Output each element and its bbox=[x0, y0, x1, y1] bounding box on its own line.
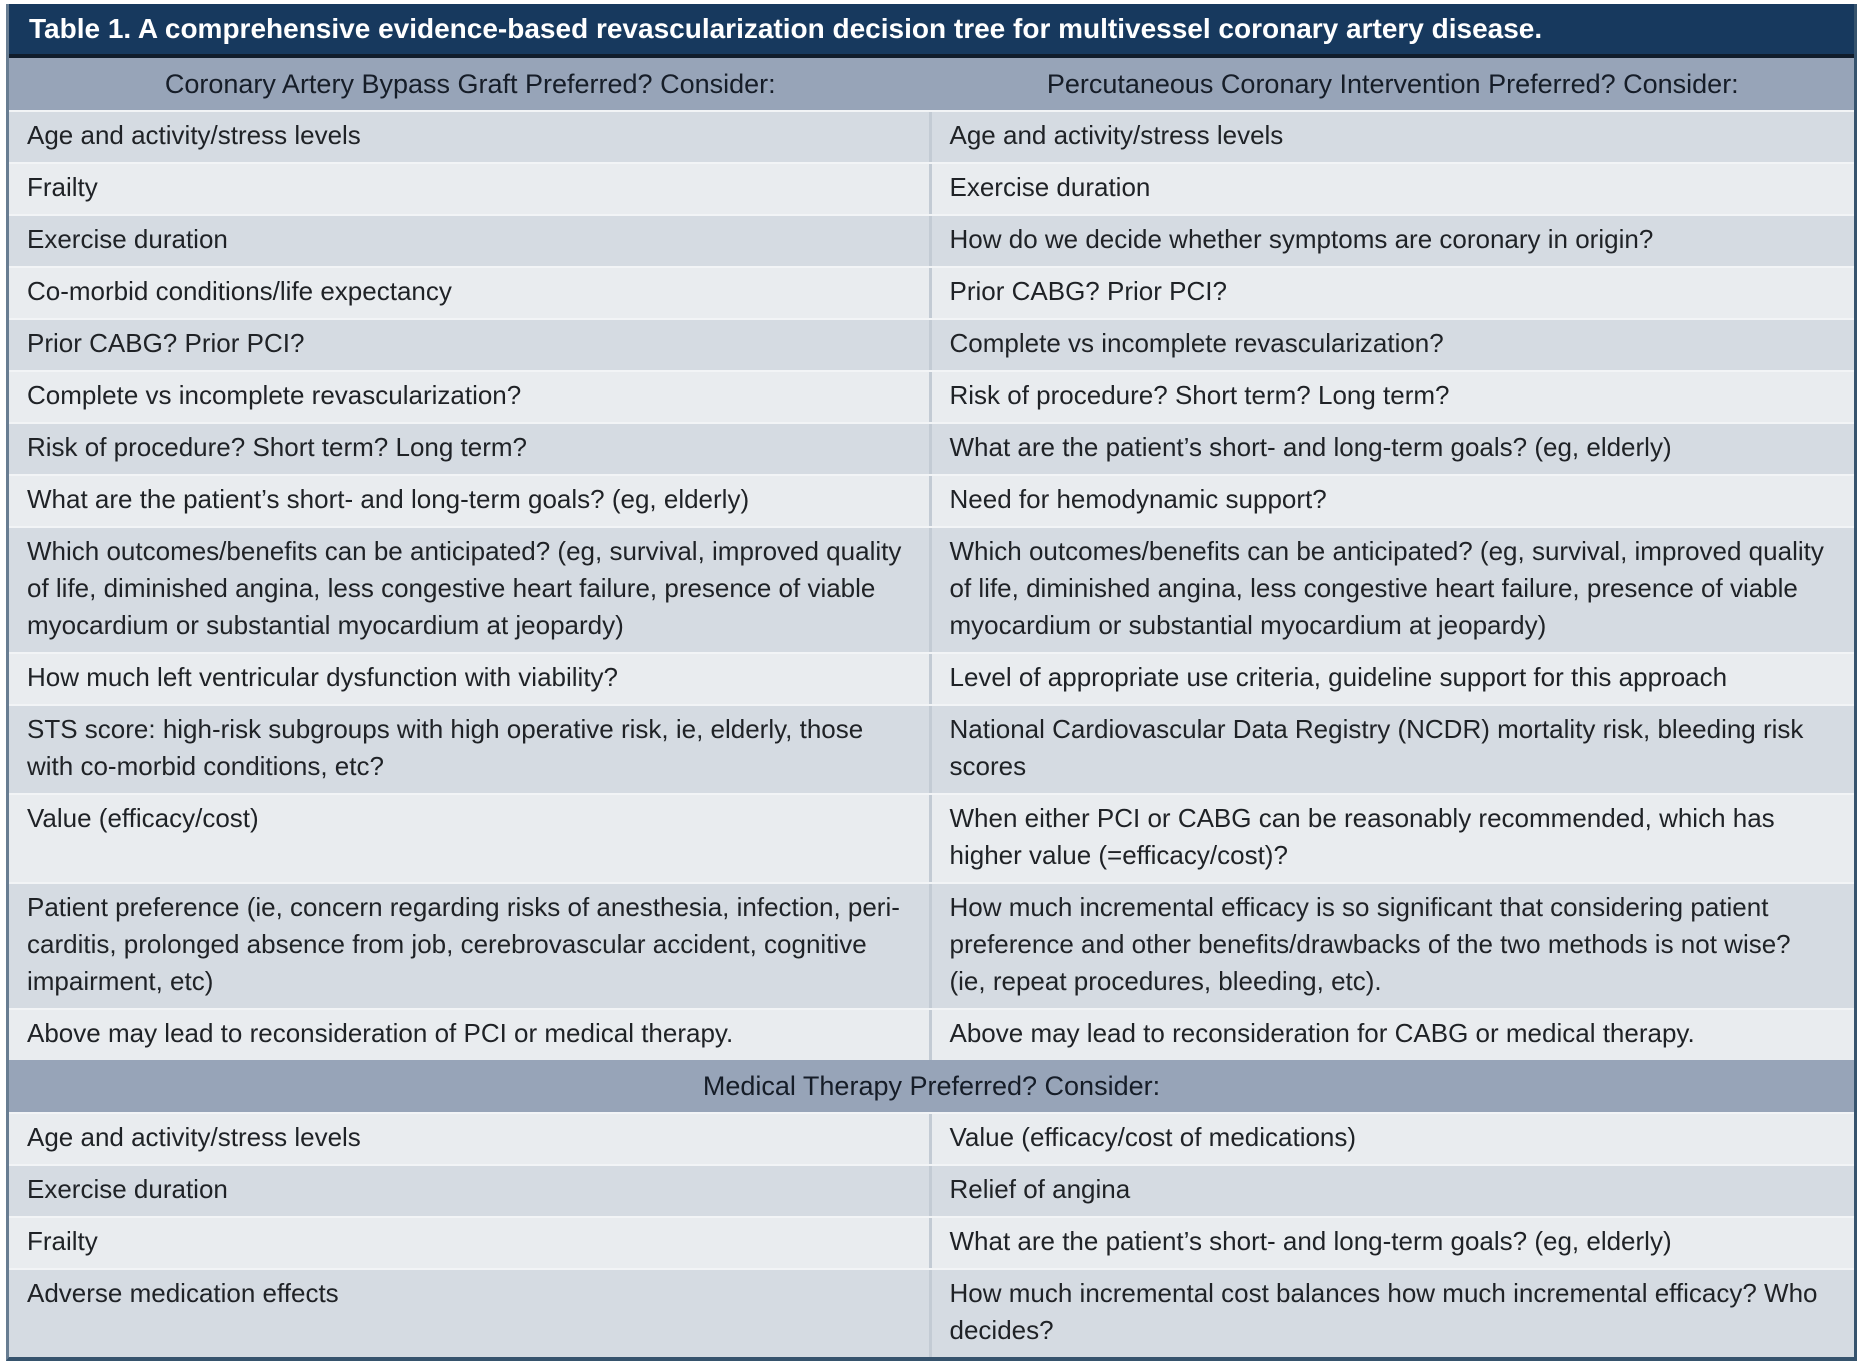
table-cell-right: Relief of angina bbox=[949, 1174, 1131, 1204]
table-cell-left: Exercise duration bbox=[9, 216, 932, 266]
column-header-pci: Percutaneous Coronary Intervention Preferred? Consider: bbox=[1046, 68, 1739, 99]
table-row bbox=[9, 370, 1854, 422]
table-row bbox=[9, 474, 1854, 526]
table-row bbox=[9, 214, 1854, 266]
table-cell-right: Need for hemodynamic support? bbox=[949, 484, 1327, 514]
table-cell-left: Age and activity/stress levels bbox=[9, 1114, 932, 1164]
table-row bbox=[9, 793, 1854, 882]
section-rows-cabg-pci bbox=[9, 110, 1854, 1060]
table-row bbox=[9, 1008, 1854, 1060]
table-row bbox=[9, 1216, 1854, 1268]
table-row bbox=[9, 1268, 1854, 1357]
table-title-bar bbox=[9, 4, 1854, 58]
table-cell-right: What are the patient’s short- and long-term goals? (eg, elderly) bbox=[949, 432, 1672, 462]
table-row bbox=[9, 1164, 1854, 1216]
table-cell-left: Patient preference (ie, concern regarding risks of anesthesia, infection, peri-carditis, prolonged absence from job, cerebrovascular accident, cognitive impairment, etc) bbox=[9, 884, 932, 1008]
table-cell-right: Risk of procedure? Short term? Long term? bbox=[949, 380, 1450, 410]
table-cell-left: Frailty bbox=[9, 164, 932, 214]
table-cell-right: What are the patient’s short- and long-term goals? (eg, elderly) bbox=[949, 1226, 1672, 1256]
table-row bbox=[9, 882, 1854, 1008]
table-cell-left: Frailty bbox=[9, 1218, 932, 1268]
table-cell-left: How much left ventricular dysfunction with viability? bbox=[9, 654, 932, 704]
table-cell-right: Prior CABG? Prior PCI? bbox=[949, 276, 1227, 306]
column-header-band bbox=[9, 58, 1854, 110]
table-cell-left: Complete vs incomplete revascularization? bbox=[9, 372, 932, 422]
table-cell-right: National Cardiovascular Data Registry (NCDR) mortality risk, bleeding risk scores bbox=[949, 714, 1804, 781]
table-cell-right: Value (efficacy/cost of medications) bbox=[949, 1122, 1357, 1152]
table-cell-right: How much incremental cost balances how much incremental efficacy? Who decides? bbox=[949, 1278, 1818, 1345]
table-cell-right: Age and activity/stress levels bbox=[949, 120, 1284, 150]
table-cell-right: How do we decide whether symptoms are coronary in origin? bbox=[949, 224, 1654, 254]
table-title: Table 1. A comprehensive evidence-based revascularization decision tree for multivessel coronary artery disease. bbox=[29, 13, 1543, 44]
table-cell-right: When either PCI or CABG can be reasonably recommended, which has higher value (=efficacy/cost)? bbox=[949, 803, 1775, 870]
table-cell-left: Above may lead to reconsideration of PCI or medical therapy. bbox=[9, 1010, 932, 1060]
table-cell-left: Prior CABG? Prior PCI? bbox=[9, 320, 932, 370]
table-cell-right: Which outcomes/benefits can be anticipated? (eg, survival, improved quality of life, diminished angina, less congestive heart failure, presence of viable myocardium or substantial myocardium at jeopardy) bbox=[949, 536, 1824, 640]
table-cell-left: Age and activity/stress levels bbox=[9, 112, 932, 162]
table-cell-right: Exercise duration bbox=[949, 172, 1151, 202]
decision-tree-table bbox=[6, 4, 1857, 1361]
table-cell-left: Risk of procedure? Short term? Long term? bbox=[9, 424, 932, 474]
table-row bbox=[9, 162, 1854, 214]
table-cell-left: Exercise duration bbox=[9, 1166, 932, 1216]
table-row bbox=[9, 1112, 1854, 1164]
table-cell-left: Adverse medication effects bbox=[9, 1270, 932, 1357]
table-row bbox=[9, 704, 1854, 793]
table-row bbox=[9, 526, 1854, 652]
table-row bbox=[9, 422, 1854, 474]
table-cell-left: Which outcomes/benefits can be anticipated? (eg, survival, improved quality of life, diminished angina, less congestive heart failure, presence of viable myocardium or substantial myocardium at jeopardy) bbox=[9, 528, 932, 652]
table-row bbox=[9, 652, 1854, 704]
table-cell-left: STS score: high-risk subgroups with high operative risk, ie, elderly, those with co-morbid conditions, etc? bbox=[9, 706, 932, 793]
section-header-medical-therapy: Medical Therapy Preferred? Consider: bbox=[9, 1060, 1854, 1112]
table-row bbox=[9, 110, 1854, 162]
table-cell-right: Level of appropriate use criteria, guideline support for this approach bbox=[949, 662, 1728, 692]
table-cell-right: How much incremental efficacy is so significant that considering patient preference and other benefits/drawbacks of the two methods is not wise? (ie, repeat procedures, bleeding, etc). bbox=[949, 892, 1791, 996]
table-cell-right: Complete vs incomplete revascularization? bbox=[949, 328, 1444, 358]
table-cell-left: What are the patient’s short- and long-term goals? (eg, elderly) bbox=[9, 476, 932, 526]
table-cell-left: Value (efficacy/cost) bbox=[9, 795, 932, 882]
table-row bbox=[9, 266, 1854, 318]
section-rows-medical-therapy bbox=[9, 1112, 1854, 1357]
column-header-cabg: Coronary Artery Bypass Graft Preferred? Consider: bbox=[164, 68, 776, 99]
table-row bbox=[9, 318, 1854, 370]
table-cell-left: Co-morbid conditions/life expectancy bbox=[9, 268, 932, 318]
table-cell-right: Above may lead to reconsideration for CABG or medical therapy. bbox=[949, 1018, 1695, 1048]
